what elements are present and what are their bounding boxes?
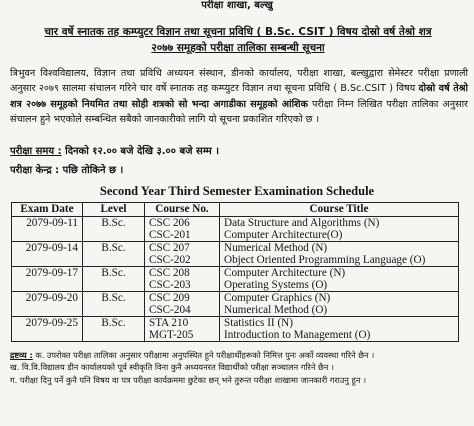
- level-cell: B.Sc.: [83, 267, 145, 292]
- notice-title: [8, 24, 468, 56]
- notice-title-line1: चार वर्षे स्नातक तह कम्प्युटर विज्ञान तथा सूचना प्रविधि ( B.Sc. CSIT ) विषय दोस्रो वर्ष तेश्रो शत्र: [44, 26, 432, 38]
- course-no-cell: [145, 217, 220, 242]
- level-cell: B.Sc.: [83, 292, 145, 317]
- level-cell: B.Sc.: [83, 217, 145, 242]
- course-title-new: Numerical Method (N): [224, 242, 328, 254]
- course-no-cell: [145, 267, 220, 292]
- exam-time-value: दिनको १२.०० बजे देखि ३.०० बजे सम्म ।: [61, 146, 220, 157]
- exam-date-cell: 2079-09-14: [12, 242, 83, 267]
- notice-body-text-a: त्रिभुवन विश्वविद्यालय, विज्ञान तथा प्रविधि अध्ययन संस्थान, डीनको कार्यालय, परीक्षा शाखा, बल्खुद्वारा सेमेस्टर परीक्षा प्रणाली अनुसार २०७९ सालमा संचालन गरिने चार वर्षे स्नातक तह कम्प्युटर विज्ञान तथा सूचना प्रविधि ( B.Sc.CSIT ) विषय: [10, 68, 468, 95]
- exam-center-label: परीक्षा केन्द्र :: [10, 165, 60, 176]
- notice-title-line2: २०७७ समूहको परीक्षा तालिका सम्बन्धी सूचना: [151, 42, 325, 54]
- course-no-old: CSC-204: [149, 304, 191, 316]
- office-name: परीक्षा शाखा, बल्खु: [201, 0, 273, 11]
- course-title-cell: [220, 217, 459, 242]
- notice-body-text-b: परीक्षा निम्न लिखित परीक्षा तालिका अनुसार संचालन हुने भएकोले सम्बन्धित सबैको जानकारीको लागि यो सूचना प्रकाशित गरिएको छ ।: [10, 98, 468, 125]
- level-cell: B.Sc.: [83, 242, 145, 267]
- exam-center: [10, 164, 468, 178]
- course-title-new: Statistics II (N): [224, 317, 293, 329]
- course-no-cell: [145, 317, 220, 342]
- course-no-old: CSC-203: [149, 279, 191, 291]
- note-text: क. उपरोक्त परीक्षा तालिका अनुसार परीक्षामा अनुपस्थित हुने परीक्षार्थीहरूको निमित्त पुनः अर्को व्यवस्था गरिने छैन ।: [35, 350, 375, 360]
- course-title-new: Data Structure and Algorithms (N): [224, 217, 380, 229]
- column-header-course-no: Course No.: [145, 203, 220, 217]
- level-cell: B.Sc.: [83, 317, 145, 342]
- course-title-old: Introduction to Management (O): [224, 329, 371, 341]
- course-title-cell: [220, 267, 459, 292]
- exam-date-cell: 2079-09-20: [12, 292, 83, 317]
- course-no-new: CSC 207: [149, 242, 190, 254]
- note-item: [10, 361, 468, 373]
- schedule-header-row: [12, 203, 459, 217]
- course-no-new: CSC 208: [149, 267, 190, 279]
- exam-time-label: परीक्षा समय :: [10, 146, 62, 157]
- notice-body-paragraph: [10, 66, 468, 127]
- course-title-old: Object Oriented Programming Language (O): [224, 254, 426, 266]
- table-row: [12, 317, 459, 342]
- notice-body-bold: दोस्रो वर्ष तेश्रो शत्र २०७७ समूहको नियमित तथा सोही शत्रको सो भन्दा अगाडीका समूहको आंशिक: [10, 83, 469, 110]
- schedule-table: [11, 202, 459, 342]
- course-no-new: CSC 206: [149, 217, 190, 229]
- notes-section: [10, 349, 468, 386]
- table-row: [12, 292, 459, 317]
- exam-time: [10, 145, 468, 159]
- course-title-cell: [220, 242, 459, 267]
- course-no-old: CSC-202: [149, 254, 191, 266]
- column-header-course-title: Course Title: [220, 203, 459, 217]
- course-title-old: Computer Architecture(O): [224, 229, 343, 241]
- exam-date-cell: 2079-09-17: [12, 267, 83, 292]
- note-text: ग. परीक्षा दिनु पर्ने कुनै पनि विषय वा पत्र परीक्षा कार्यक्रममा छुटेका छन् भने तुरुन्त परीक्षा शाखामा जानकारी गराउनु हुन ।: [10, 374, 367, 385]
- column-header-level: Level: [83, 203, 145, 217]
- course-title-old: Numerical Method (O): [224, 304, 328, 316]
- note-item: [10, 374, 468, 386]
- schedule-title: Second Year Third Semester Examination Schedule: [99, 184, 375, 198]
- course-title-old: Operating Systems (O): [224, 279, 328, 291]
- course-title-new: Computer Graphics (N): [224, 292, 331, 304]
- table-row: [12, 217, 459, 242]
- course-no-new: CSC 209: [149, 292, 190, 304]
- notes-label: द्रष्टव्य :: [10, 350, 33, 360]
- note-text: ख. वि.वि.विद्यालय डीन कार्यालयको पूर्व स्वीकृति विना कुनै अध्ययनरत विद्यार्थीको परीक्षा सञ्चालन गरिने छैन ।: [10, 362, 335, 373]
- course-no-new: STA 210: [149, 317, 189, 329]
- exam-date-cell: 2079-09-25: [12, 317, 83, 342]
- course-title-new: Computer Architecture (N): [224, 267, 346, 279]
- course-no-cell: [145, 242, 220, 267]
- column-header-exam-date: Exam Date: [12, 203, 83, 217]
- note-item: [10, 349, 468, 361]
- exam-date-cell: 2079-09-11: [12, 217, 83, 242]
- course-no-cell: [145, 292, 220, 317]
- course-title-cell: [220, 317, 459, 342]
- course-no-old: MGT-205: [149, 329, 194, 341]
- table-row: [12, 242, 459, 267]
- course-no-old: CSC-201: [149, 229, 191, 241]
- table-row: [12, 267, 459, 292]
- course-title-cell: [220, 292, 459, 317]
- exam-center-value: पछि तोकिने छ ।: [59, 165, 124, 176]
